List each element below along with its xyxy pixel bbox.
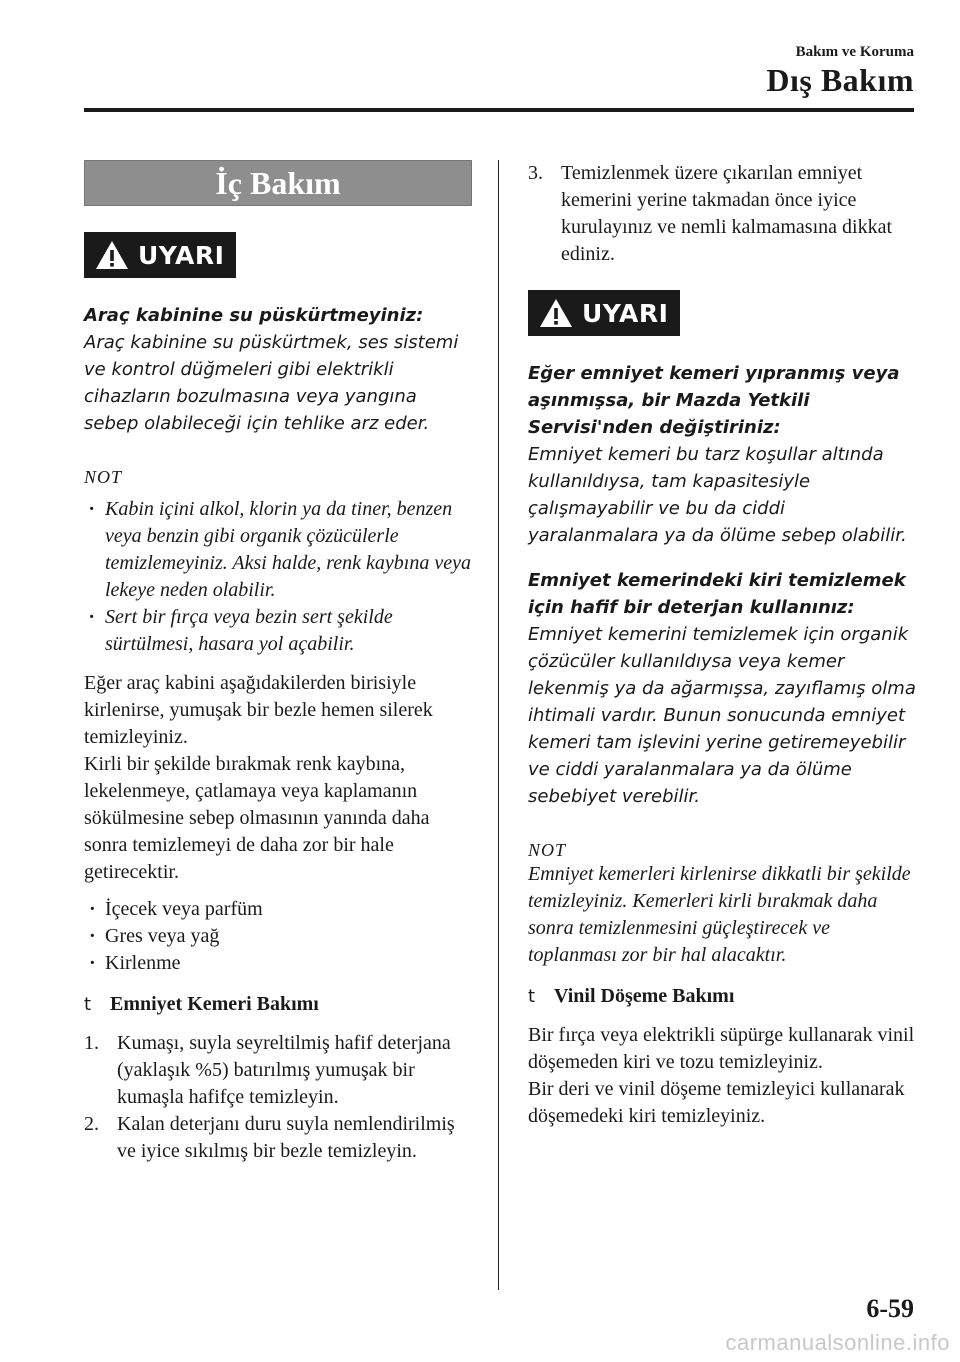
warning-triangle-icon bbox=[538, 297, 574, 329]
subsection-title: Emniyet Kemeri Bakımı bbox=[110, 993, 319, 1015]
warning-label: UYARI bbox=[582, 298, 669, 328]
paragraph: Kirli bir şekilde bırakmak renk kaybına, lekelenmeye, çatlamaya veya kaplamanın sökülmesine sebep olmasının yanında daha sonra temizlemeyi de daha zor bir hale getirecektir. bbox=[84, 753, 430, 883]
list-item bbox=[84, 1111, 472, 1165]
subsection-heading bbox=[528, 985, 920, 1008]
note-bullets bbox=[84, 496, 472, 658]
page-number: 6-59 bbox=[866, 1294, 914, 1323]
note-label: NOT bbox=[84, 467, 123, 487]
chapter-subtitle: Bakım ve Koruma bbox=[795, 44, 914, 60]
warning-badge bbox=[528, 290, 680, 336]
warning-badge bbox=[84, 232, 236, 278]
list-item bbox=[528, 160, 920, 268]
step-text: Kumaşı, suyla seyreltilmiş hafif deterjana (yaklaşık %5) batırılmış yumuşak bir kumaşla hafifçe temizleyin. bbox=[117, 1032, 451, 1108]
paragraph: Eğer araç kabini aşağıdakilerden birisiyle kirlenirse, yumuşak bir bezle hemen silerek temizleyiniz. bbox=[84, 672, 433, 748]
warning-triangle-icon bbox=[94, 239, 130, 271]
step-text: Kalan deterjanı duru suyla nemlendirilmiş ve iyice sıkılmış bir bezle temizleyin. bbox=[117, 1113, 455, 1162]
paragraph: Bir fırça veya elektrikli süpürge kullanarak vinil döşemeden kiri ve tozu temizleyiniz. bbox=[528, 1024, 915, 1073]
warning-lead: Emniyet kemerindeki kiri temizlemek için hafif bir deterjan kullanınız: bbox=[528, 570, 906, 618]
warning-text bbox=[528, 360, 920, 810]
warning-label: UYARI bbox=[138, 240, 225, 270]
warning-body: Emniyet kemerini temizlemek için organik çözücüler kullanıldıysa veya kemer lekenmiş ya da ağarmışsa, zayıflamış olma ihtimali vardır. Bunun sonucunda emniyet kemeri tam işlevini yerine getiremeyebilir ve ciddi yaralanmalara ya da ölüme sebebiyet verebilir. bbox=[528, 624, 916, 807]
step-number: 3. bbox=[528, 162, 543, 184]
dirt-list bbox=[84, 896, 472, 977]
list-item: · Gres veya yağ bbox=[84, 923, 472, 950]
step-number: 1. bbox=[84, 1032, 99, 1054]
column-divider bbox=[498, 160, 499, 1290]
section-title: İç Bakım bbox=[84, 160, 472, 206]
steps-list-continued bbox=[528, 160, 920, 268]
step-number: 2. bbox=[84, 1113, 99, 1135]
right-column bbox=[528, 160, 920, 1130]
list-item bbox=[84, 1030, 472, 1111]
subsection-marker-icon: t bbox=[84, 994, 92, 1015]
list-item: · Kirlenme bbox=[84, 950, 472, 977]
warning-body: Emniyet kemeri bu tarz koşullar altında kullanıldıysa, tam kapasitesiyle çalışmayabilir ve bu da ciddi yaralanmalara ya da ölüme sebep olabilir. bbox=[528, 444, 907, 546]
left-column bbox=[84, 160, 472, 1165]
warning-lead: Araç kabinine su püskürtmeyiniz: bbox=[84, 305, 424, 326]
note-body: Emniyet kemerleri kirlenirse dikkatli bir şekilde temizleyiniz. Kemerleri kirli bırakmak daha sonra temizlenmesini güçleştirecek ve toplanması zor bir hal alacaktır. bbox=[528, 863, 911, 966]
warning-body: Araç kabinine su püskürtmek, ses sistemi ve kontrol düğmeleri gibi elektrikli cihazların bozulmasına veya yangına sebep olabileceği için tehlike arz eder. bbox=[84, 332, 459, 434]
watermark: carmanualsonline.info bbox=[725, 1330, 950, 1355]
warning-text bbox=[84, 302, 472, 437]
step-text: Temizlenmek üzere çıkarılan emniyet kemerini yerine takmadan önce iyice kurulayınız ve nemli kalmamasına dikkat ediniz. bbox=[561, 162, 893, 265]
note-bullet: · Sert bir fırça veya bezin sert şekilde sürtülmesi, hasara yol açabilir. bbox=[84, 604, 472, 658]
chapter-title: Dış Bakım bbox=[766, 62, 914, 98]
warning-block bbox=[84, 232, 472, 437]
subsection-heading bbox=[84, 993, 472, 1016]
warning-lead: Eğer emniyet kemeri yıpranmış veya aşınmışsa, bir Mazda Yetkili Servisi'nden değiştiriniz: bbox=[528, 363, 900, 438]
note-bullet: · Kabin içini alkol, klorin ya da tiner, benzen veya benzin gibi organik çözücülerle temizlemeyiniz. Aksi halde, renk kaybına veya lekeye neden olabilir. bbox=[84, 496, 472, 604]
subsection-marker-icon: t bbox=[528, 986, 536, 1007]
note-label: NOT bbox=[528, 840, 567, 860]
header-rule bbox=[84, 108, 914, 112]
steps-list bbox=[84, 1030, 472, 1165]
list-item: · İçecek veya parfüm bbox=[84, 896, 472, 923]
paragraph: Bir deri ve vinil döşeme temizleyici kullanarak döşemedeki kiri temizleyiniz. bbox=[528, 1078, 905, 1127]
subsection-title: Vinil Döşeme Bakımı bbox=[554, 985, 735, 1007]
warning-block bbox=[528, 290, 920, 810]
